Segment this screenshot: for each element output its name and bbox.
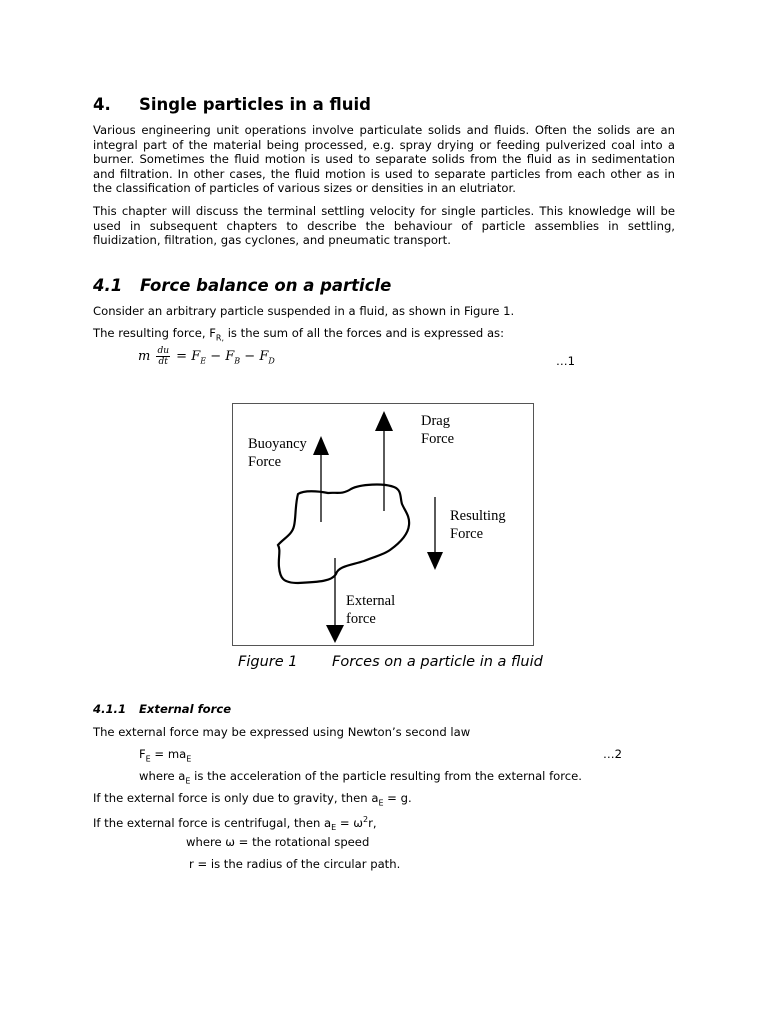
- eq2-mid-sub: E: [186, 754, 192, 764]
- where-a-after: is the acceleration of the particle resulting from the external force.: [190, 769, 582, 783]
- eq1-minus-1: −: [206, 349, 226, 364]
- section-title: Single particles in a fluid: [139, 95, 371, 114]
- resulting-force-text-after: is the sum of all the forces and is expressed as:: [224, 326, 504, 340]
- particle-outline: [278, 485, 409, 583]
- newton-text: The external force may be expressed using Newton’s second law: [93, 725, 471, 739]
- equation-2-number: …2: [603, 747, 622, 761]
- resulting-force-sub: R,: [215, 333, 225, 343]
- where-a-sub: E: [185, 776, 191, 786]
- external-arrowhead: [326, 625, 344, 643]
- gravity-before: If the external force is only due to gravity, then a: [93, 791, 379, 805]
- eq1-fb: F: [225, 349, 235, 364]
- subsubsection-number: 4.1.1: [93, 702, 127, 716]
- gravity-sub: E: [378, 798, 384, 808]
- eq2-lhs: F: [139, 747, 146, 761]
- where-omega-text: where ω = the rotational speed: [186, 835, 370, 849]
- subsubsection-title: External force: [139, 702, 232, 716]
- intro-paragraph-1: Various engineering unit operations involve particulate solids and fluids. Often the solids are an integral part of the material being processed, e.g. spray drying or feeding pulverized coal into a burner. Sometimes the fluid motion is used to separate solids from the fluid as in sedimentation and filtration. In other cases, the fluid motion is used to separate particles from each other as in the classification of particles of various sizes or densities in an elutriator.: [93, 123, 675, 196]
- eq1-denominator: dt: [158, 357, 168, 367]
- resulting-force-label: Resulting Force: [450, 508, 506, 542]
- eq1-fe-sub: E: [200, 356, 207, 366]
- intro-paragraph-2: This chapter will discuss the terminal settling velocity for single particles. This knowledge will be used in subsequent chapters to describe the behaviour of particle assemblies in settling, fluidization, filtration, gas cyclones, and pneumatic transport.: [93, 204, 675, 248]
- eq1-fb-sub: B: [234, 356, 241, 366]
- eq1-equals: =: [176, 349, 192, 364]
- resulting-arrowhead: [427, 552, 443, 570]
- external-force-label: External force: [346, 593, 396, 627]
- eq1-m: m: [138, 349, 151, 364]
- buoyancy-force-label: Buoyancy Force: [248, 436, 307, 470]
- subsection-title: Force balance on a particle: [140, 276, 392, 295]
- centrifugal-text: [93, 813, 377, 835]
- drag-arrowhead: [375, 411, 393, 431]
- eq1-minus-2: −: [240, 349, 260, 364]
- gravity-text: [93, 791, 412, 810]
- subsection-number: 4.1: [93, 276, 123, 295]
- equation-2: [139, 747, 191, 766]
- centrifugal-after: r,: [368, 815, 377, 830]
- eq1-numerator: du: [157, 346, 170, 356]
- subsubsection-heading: [93, 702, 231, 716]
- centrifugal-mid: = ω: [336, 815, 364, 830]
- eq2-mid: = ma: [150, 747, 187, 761]
- eq1-fe: F: [191, 349, 201, 364]
- consider-text: Consider an arbitrary particle suspended in a fluid, as shown in Figure 1.: [93, 304, 515, 318]
- centrifugal-before: If the external force is centrifugal, then a: [93, 815, 332, 830]
- equation-1-number: …1: [556, 354, 575, 368]
- where-a-before: where a: [139, 769, 186, 783]
- centrifugal-sup: 2: [363, 815, 369, 824]
- eq1-fd-sub: D: [268, 356, 275, 366]
- figure-caption-label: Figure 1: [238, 654, 298, 670]
- figure-caption-text: Forces on a particle in a fluid: [332, 654, 543, 670]
- centrifugal-sub: E: [331, 823, 337, 833]
- section-number: 4.: [93, 95, 111, 114]
- eq2-lhs-sub: E: [145, 754, 151, 764]
- radius-text: r = is the radius of the circular path.: [189, 857, 401, 871]
- eq1-fd: F: [259, 349, 269, 364]
- drag-force-label: Drag Force: [421, 413, 455, 447]
- resulting-force-text-before: The resulting force, F: [93, 326, 216, 340]
- where-a-text: [139, 769, 582, 788]
- gravity-after: = g.: [383, 791, 412, 805]
